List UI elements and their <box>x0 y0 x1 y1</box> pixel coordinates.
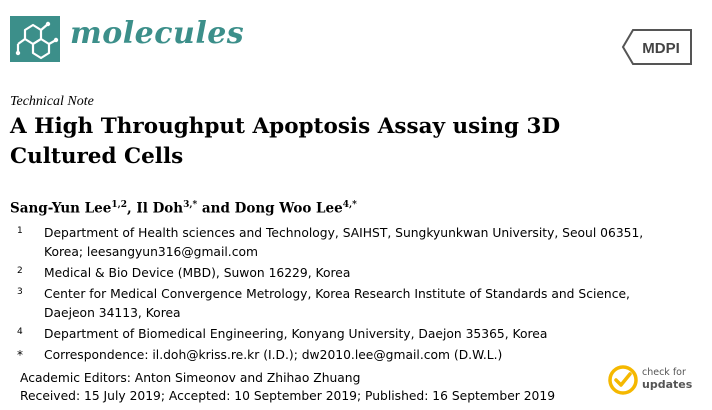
affiliation-text: Medical & Bio Device (MBD), Suwon 16229, Korea <box>44 266 351 280</box>
check-updates-line1: check for <box>642 367 686 378</box>
article-title: A High Throughput Apoptosis Assay using 3D Cultured Cells <box>10 114 561 169</box>
affiliation-mark: 1 <box>17 226 23 236</box>
author-separator: , <box>127 200 137 217</box>
author-separator: and <box>197 200 235 217</box>
affiliation-text: Department of Biomedical Engineering, Konyang University, Daejon 35365, Korea <box>44 327 548 341</box>
author-marks: 4,* <box>342 200 357 210</box>
affiliation-text: Department of Health sciences and Technology, SAIHST, Sungkyunkwan University, Seoul 06351, Korea; leesangyun316@gmail.com <box>44 226 644 259</box>
publication-dates: Received: 15 July 2019; Accepted: 10 September 2019; Published: 16 September 2019 <box>20 389 556 403</box>
author-list <box>10 196 357 218</box>
affiliation-item <box>0 325 654 344</box>
author-marks: 1,2 <box>111 200 128 210</box>
affiliation-text: Center for Medical Convergence Metrology, Korea Research Institute of Standards and Science, Daejeon 34113, Korea <box>44 287 630 320</box>
check-updates-line2: updates <box>642 378 693 391</box>
article-type: Technical Note <box>10 94 94 109</box>
affiliation-item <box>0 224 654 262</box>
publisher-name: MDPI <box>642 40 680 57</box>
check-for-updates-button[interactable] <box>608 365 704 397</box>
academic-editors: Academic Editors: Anton Simeonov and Zhihao Zhuang <box>20 371 361 385</box>
author-name: Il Doh <box>136 200 184 217</box>
affiliation-item <box>0 264 654 283</box>
correspondence-item <box>0 346 654 365</box>
affiliation-mark: 4 <box>17 327 23 337</box>
correspondence-text: Correspondence: il.doh@kriss.re.kr (I.D.); dw2010.lee@gmail.com (D.W.L.) <box>44 348 503 362</box>
affiliation-list <box>0 224 712 365</box>
check-updates-label <box>642 367 692 391</box>
author-marks: 3,* <box>183 200 198 210</box>
affiliation-item <box>0 285 654 323</box>
molecule-icon <box>10 16 60 62</box>
affiliation-mark: * <box>17 348 23 362</box>
check-updates-icon <box>608 365 638 395</box>
publisher-logo <box>621 28 693 66</box>
affiliation-mark: 3 <box>17 287 23 297</box>
author-name: Dong Woo Lee <box>234 200 343 217</box>
author-name: Sang-Yun Lee <box>10 200 112 217</box>
affiliation-mark: 2 <box>17 266 23 276</box>
journal-name: molecules <box>70 16 245 51</box>
